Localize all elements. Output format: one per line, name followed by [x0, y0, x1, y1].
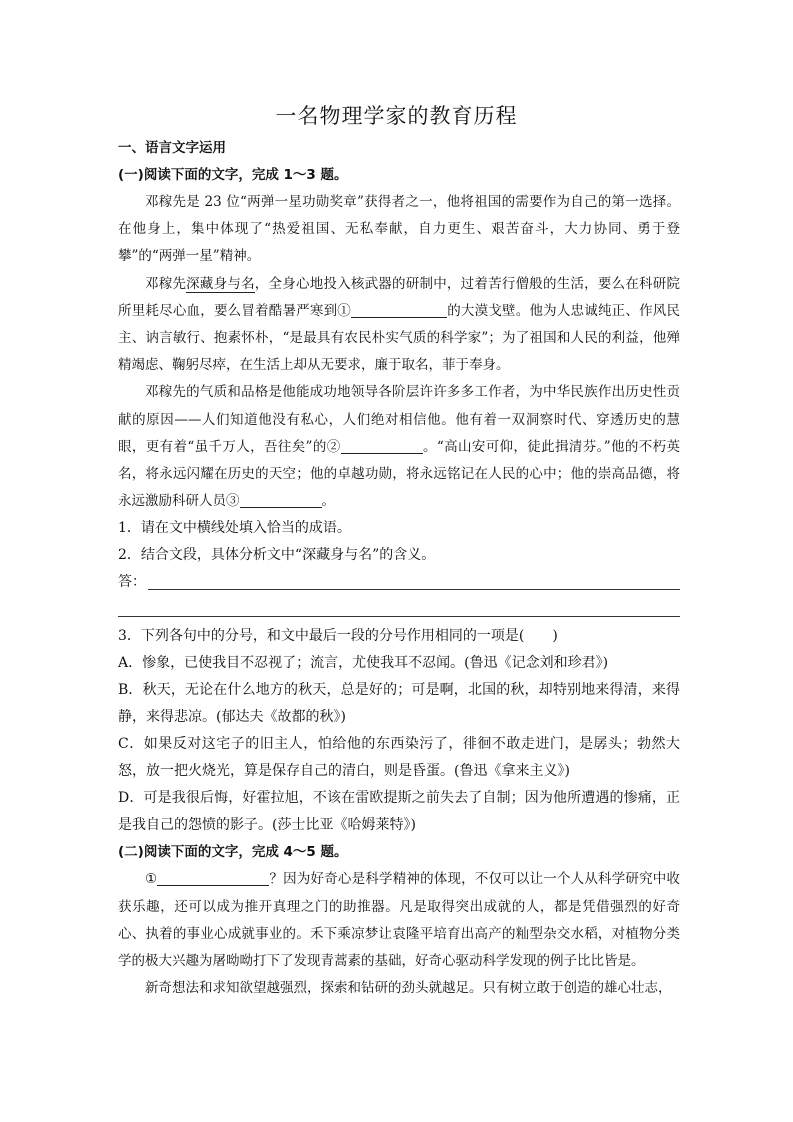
- text-segment: 。: [321, 493, 335, 510]
- option-a: A．惨象，已使我目不忍视了；流言，尤使我耳不忍闻。(鲁迅《记念刘和珍君》): [118, 655, 609, 672]
- blank-1[interactable]: [351, 302, 447, 318]
- answer-line-1[interactable]: [148, 571, 680, 590]
- part2-heading: (二)阅读下面的文字，完成 4～5 题。: [118, 844, 348, 861]
- question-3: 3．下列各句中的分号，和文中最后一段的分号作用相同的一项是( ): [118, 628, 558, 645]
- document-body: [118, 135, 680, 1002]
- answer-label: 答：: [118, 574, 146, 591]
- text-segment: ，全身心地投入核武器的研制中，过着苦行僧般的生活，要么在科研院所里耗尽心血，要么冒着酷暑严寒到①: [118, 275, 681, 319]
- text-segment: 邓稼先: [145, 275, 187, 292]
- part1-heading: (一)阅读下面的文字，完成 1～3 题。: [118, 167, 348, 183]
- section-heading: 一、语言文字运用: [118, 140, 226, 156]
- question-1: 1．请在文中横线处填入恰当的成语。: [118, 520, 351, 537]
- option-d: D．可是我很后悔，好霍拉旭，不该在雷欧提斯之前失去了自制；因为他所遭遇的惨痛，正是我自己的怨愤的影子。(莎士比亚《哈姆莱特》): [118, 790, 680, 834]
- text-segment: 的大漠戈壁。他为人忠诚纯正、作风民主、讷言敏行、抱素怀朴，“是最具有农民朴实气质的科学家”；为了祖国和人民的利益，他殚精竭虑、鞠躬尽瘁，在生活上却从无要求，廉于取名，菲于奉身。: [118, 302, 680, 374]
- text-segment: ①: [145, 871, 158, 888]
- blank-2[interactable]: [341, 438, 423, 454]
- blank-4[interactable]: [157, 870, 269, 886]
- option-b: B．秋天，无论在什么地方的秋天，总是好的；可是啊，北国的秋，却特别地来得清，来得静，来得悲凉。(郁达夫《故都的秋》): [118, 682, 680, 726]
- text-segment: 。“高山安可仰，徒此揖清芬。”他的不朽英名，将永远闪耀在历史的天空；他的卓越功勋，将永远铭记在人民的心中；他的崇高品德，将永远激励科研人员③: [118, 438, 680, 510]
- text-segment: ？因为好奇心是科学精神的体现，不仅可以让一个人从科学研究中收获乐趣，还可以成为推开真理之门的助推器。凡是取得突出成就的人，都是凭借强烈的好奇心、执着的事业心成就事业的。禾下乘凉梦让袁隆平培育出高产的籼型杂交水稻，对植物分类学的极大兴趣为屠呦呦打下了发现青蒿素的基础，好奇心驱动科学发现的例子比比皆是。: [118, 871, 680, 970]
- passage2-paragraph-2: 新奇想法和求知欲望越强烈，探索和钻研的劲头就越足。只有树立敢于创造的雄心壮志，: [145, 980, 672, 997]
- passage-paragraph-2: [118, 271, 680, 380]
- passage-paragraph-3: [118, 379, 680, 515]
- passage-paragraph-1: 邓稼先是 23 位“两弹一星功勋奖章”获得者之一，他将祖国的需要作为自己的第一选择。在他身上，集中体现了“热爱祖国、无私奉献，自力更生、艰苦奋斗，大力协同、勇于登攀”的“两弹一星”精神。: [118, 194, 680, 265]
- blank-3[interactable]: [240, 492, 322, 508]
- answer-area[interactable]: [118, 569, 680, 596]
- underlined-phrase: 深藏身与名: [186, 275, 255, 292]
- option-c: C．如果反对这宅子的旧主人，怕给他的东西染污了，徘徊不敢走进门，是孱头；勃然大怒，放一把火烧光，算是保存自己的清白，则是昏蛋。(鲁迅《拿来主义》): [118, 736, 680, 780]
- page-title: 一名物理学家的教育历程: [275, 104, 518, 128]
- question-2: 2．结合文段，具体分析文中“深藏身与名”的含义。: [118, 547, 436, 564]
- text-segment: 邓稼先的气质和品格是他能成功地领导各阶层许许多多工作者，为中华民族作出历史性贡献的原因——人们知道他没有私心，人们绝对相信他。他有着一双洞察时代、穿透历史的慧眼，更有着“虽千万人，吾往矣”的②: [118, 384, 680, 455]
- passage2-paragraph-1: [118, 866, 680, 975]
